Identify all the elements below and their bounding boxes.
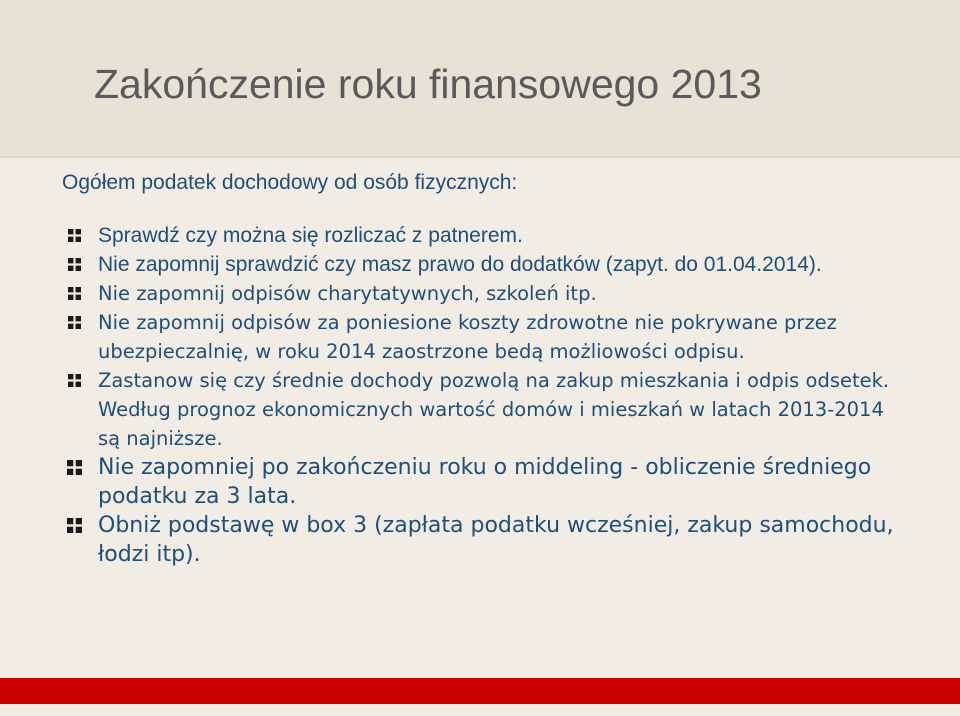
footer-margin	[0, 704, 960, 716]
bullet-text: Zastanow się czy średnie dochody pozwolą na zakup mieszkania i odpis odsetek. Według prognoz ekonomicznych wartość domów i mieszkań w latach 2013-2014 są najniższe.	[98, 369, 890, 450]
square-bullet-icon	[68, 258, 81, 271]
square-bullet-icon	[68, 229, 81, 242]
bullet-text: Nie zapomniej po zakończeniu roku o middeling - obliczenie średniego podatku za 3 lata.	[98, 455, 872, 509]
bullet-text: Nie zapomnij odpisów za poniesione koszty zdrowotne nie pokrywane przez ubezpieczalnię, w roku 2014 zaostrzone bedą możliowości odpisu.	[98, 311, 837, 363]
list-item	[62, 250, 912, 279]
intro-text: Ogółem podatek dochodowy od osób fizycznych:	[62, 171, 518, 194]
list-item	[62, 279, 912, 308]
slide-title: Zakończenie roku finansowego 2013	[94, 61, 762, 107]
square-bullet-icon	[68, 287, 81, 300]
list-item	[62, 511, 912, 569]
square-bullet-icon	[68, 374, 81, 387]
bullet-text: Nie zapomnij odpisów charytatywnych, szkoleń itp.	[98, 282, 597, 305]
list-item	[62, 308, 912, 366]
square-bullet-icon	[68, 316, 81, 329]
bullet-text: Sprawdź czy można się rozliczać z patnerem.	[98, 224, 523, 247]
list-item	[62, 453, 912, 511]
footer-bar	[0, 678, 960, 704]
bullet-text: Nie zapomnij sprawdzić czy masz prawo do dodatków (zapyt. do 01.04.2014).	[98, 253, 822, 276]
list-item	[62, 366, 912, 453]
slide-content	[62, 168, 912, 569]
title-divider	[0, 156, 960, 158]
square-bullet-icon	[67, 518, 82, 533]
bullet-list	[62, 221, 912, 569]
list-item	[62, 221, 912, 250]
square-bullet-icon	[67, 460, 82, 475]
bullet-text: Obniż podstawę w box 3 (zapłata podatku wcześniej, zakup samochodu, łodzi itp).	[98, 513, 894, 567]
